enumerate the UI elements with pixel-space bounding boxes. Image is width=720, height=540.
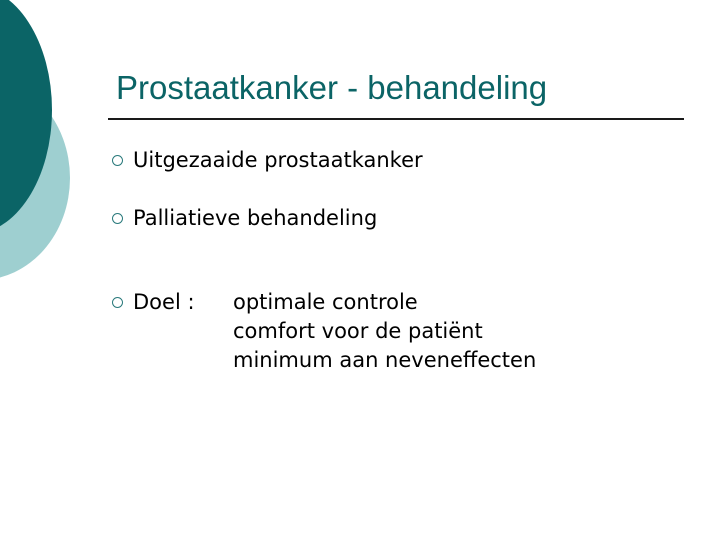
goal-item: comfort voor de patiënt	[233, 319, 483, 343]
decorative-circles	[0, 0, 120, 300]
bullet-icon	[112, 297, 123, 308]
bullet-icon	[112, 213, 123, 224]
title-underline	[108, 118, 684, 120]
goal-list	[233, 288, 536, 375]
bullet-text-goal-label: Doel :	[133, 290, 195, 314]
bullet-text-palliative: Palliatieve behandeling	[133, 206, 378, 230]
goal-item: minimum aan neveneffecten	[233, 348, 537, 372]
bullet-text-metastatic: Uitgezaaide prostaatkanker	[133, 148, 423, 172]
slide-title: Prostaatkanker - behandeling	[116, 69, 548, 106]
bullet-icon	[112, 155, 123, 166]
goal-item: optimale controle	[233, 290, 418, 314]
